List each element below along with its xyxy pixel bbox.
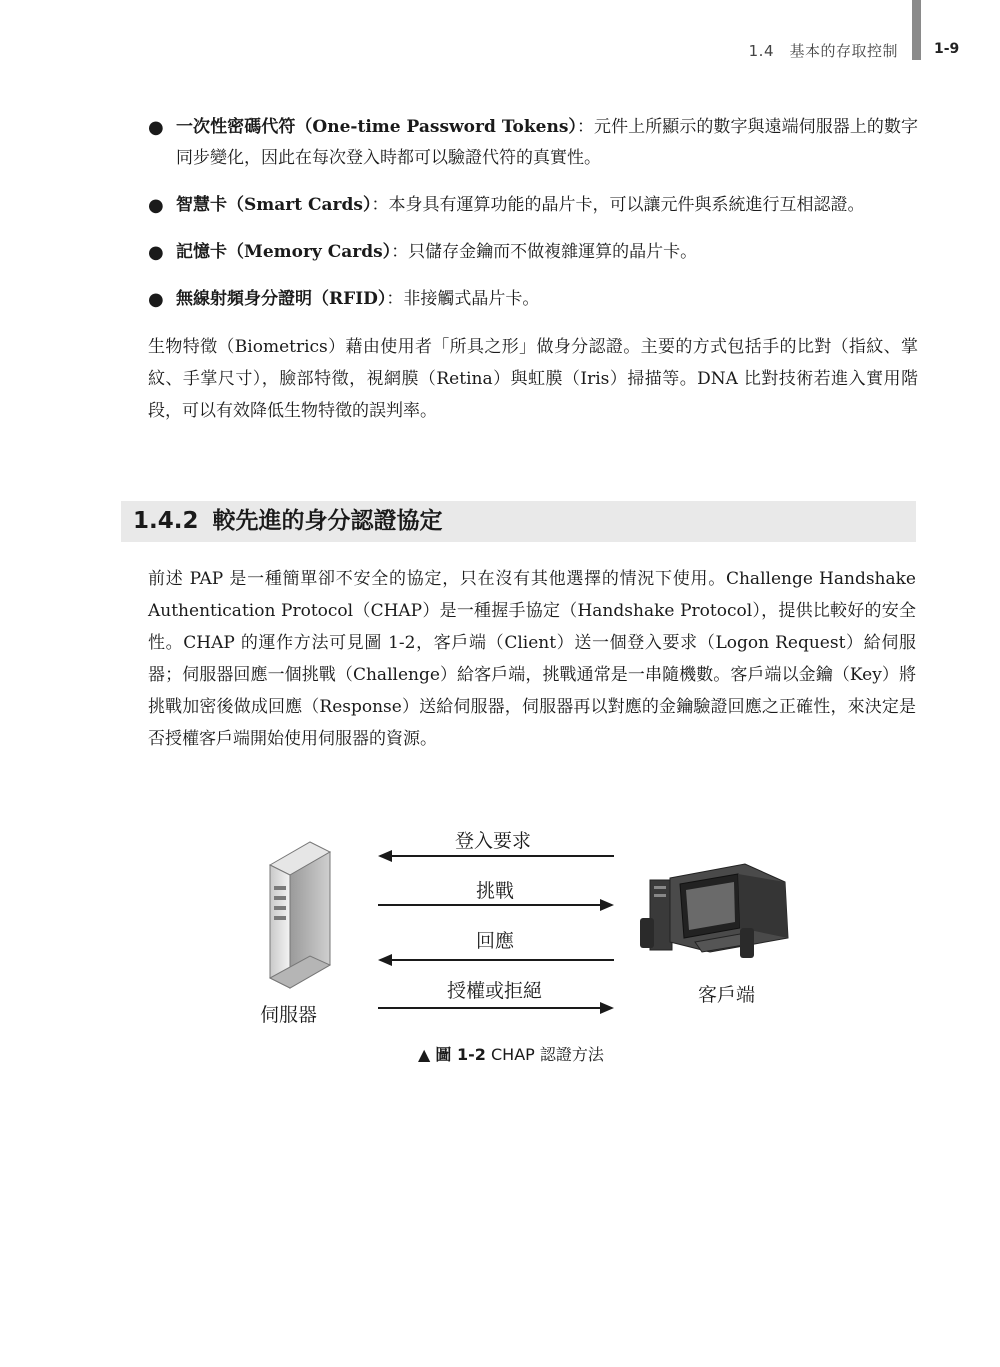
list-item-term: 無線射頻身分證明（RFID） bbox=[176, 289, 387, 309]
server-label: 伺服器 bbox=[260, 1004, 318, 1026]
list-item bbox=[148, 237, 918, 268]
message-label: 授權或拒絕 bbox=[447, 980, 543, 1002]
list-item-text: ：本身具有運算功能的晶片卡，可以讓元件與系統進行互相認證。 bbox=[371, 195, 865, 215]
biometrics-paragraph: 生物特徵（Biometrics）藉由使用者「所具之形」做身分認證。主要的方式包括手的比對（指紋、掌紋、手掌尺寸），臉部特徵，視網膜（Retina）與虹膜（Iris）掃描等。DNA 比對技術若進入實用階段，可以有效降低生物特徵的誤判率。 bbox=[148, 337, 918, 421]
token-type-list bbox=[148, 112, 918, 315]
list-item-text: ：非接觸式晶片卡。 bbox=[386, 289, 540, 309]
server-tower-icon bbox=[270, 842, 330, 988]
message-label: 登入要求 bbox=[455, 830, 532, 852]
bullet-dot-icon: ● bbox=[148, 289, 164, 310]
list-item-term: 智慧卡（Smart Cards） bbox=[176, 195, 372, 215]
desktop-computer-icon bbox=[640, 864, 788, 958]
list-item-term: 一次性密碼代符（One-time Password Tokens） bbox=[176, 117, 577, 137]
message-arrow bbox=[378, 1002, 614, 1014]
list-item-term: 記憶卡（Memory Cards） bbox=[176, 242, 392, 262]
page-header bbox=[0, 0, 1000, 70]
message-label: 回應 bbox=[476, 930, 515, 952]
bullet-dot-icon: ● bbox=[148, 242, 164, 263]
bullet-dot-icon: ● bbox=[148, 195, 164, 216]
list-item-text: ：元件上所顯示的數字與遠端伺服器上的數字同步變化，因此在每次登入時都可以驗證代符的真實性。 bbox=[176, 117, 919, 168]
chap-diagram bbox=[240, 820, 800, 1080]
chap-diagram-graphic bbox=[240, 820, 800, 1040]
message-label: 挑戰 bbox=[476, 880, 515, 902]
page-number: 1-9 bbox=[934, 41, 960, 57]
chap-paragraph: 前述 PAP 是一種簡單卻不安全的協定，只在沒有其他選擇的情況下使用。Challenge Handshake Authentication Protocol（CHAP）是一種握手協定（Handshake Protocol），提供比較好的安全性。CHAP 的運作方法可見圖 1-2，客戶端（Client）送一個登入要求（Logon Request）給伺服器；伺服器回應一個挑戰（Challenge）給客戶端，挑戰通常是一串隨機數。客戶端以金鑰（Key）將挑戰加密後做成回應（Response）送給伺服器，伺服器再以對應的金鑰驗證回應之正確性，來決定是否授權客戶端開始使用伺服器的資源。 bbox=[148, 569, 916, 749]
list-item bbox=[148, 190, 918, 221]
section-heading bbox=[121, 501, 916, 542]
list-item bbox=[148, 284, 918, 315]
section-title: 較先進的身分認證協定 bbox=[212, 508, 443, 534]
client-label: 客戶端 bbox=[698, 984, 756, 1006]
bullet-dot-icon: ● bbox=[148, 117, 164, 138]
running-section-title: 1.4 基本的存取控制 bbox=[748, 42, 898, 60]
list-item bbox=[148, 112, 918, 174]
section-number: 1.4.2 bbox=[133, 508, 199, 534]
caption-marker-icon: ▲ bbox=[418, 1045, 431, 1064]
caption-text: CHAP 認證方法 bbox=[490, 1045, 604, 1064]
message-arrow bbox=[378, 954, 614, 966]
figure-caption bbox=[418, 1042, 604, 1065]
body-content bbox=[148, 112, 918, 427]
header-tab-bar bbox=[912, 0, 921, 60]
list-item-text: ：只儲存金鑰而不做複雜運算的晶片卡。 bbox=[391, 242, 698, 262]
figure-number: 圖 1-2 bbox=[435, 1045, 486, 1064]
